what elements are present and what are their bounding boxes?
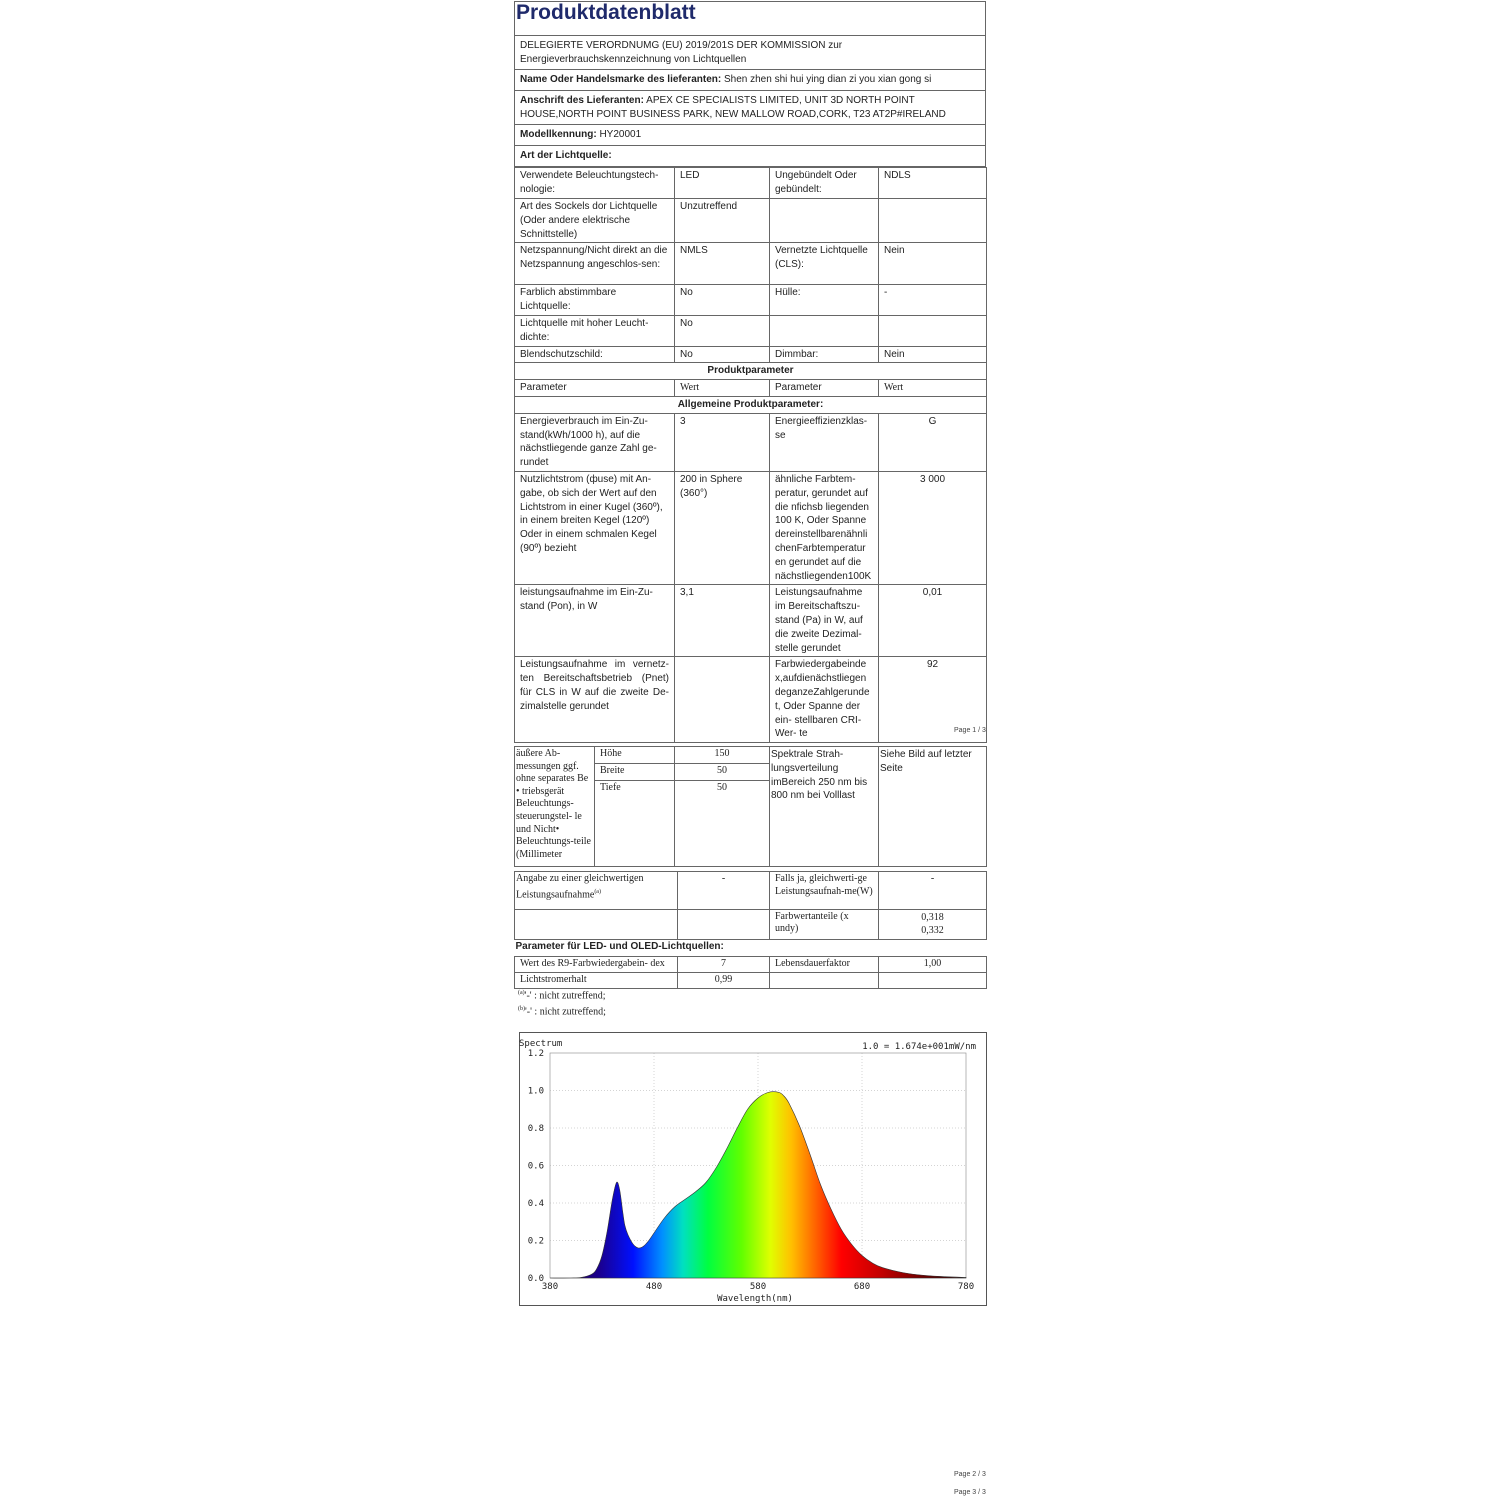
y-tick-label: 0.2: [527, 1236, 544, 1247]
cell: No: [675, 285, 770, 316]
x-tick-label: 480: [645, 1282, 663, 1292]
x-tick-label: 380: [541, 1282, 559, 1292]
life-value: 1,00: [879, 957, 987, 973]
footnote-text: '-' : nicht zutreffend;: [524, 990, 606, 1002]
cell: Blendschutzschild:: [515, 346, 675, 363]
x-tick-label: 780: [957, 1282, 975, 1292]
cell: Energieverbrauch im Ein-Zu-stand(kWh/1000 h), auf die nächstliegende ganze Zahl ge-rundet: [515, 413, 675, 471]
chart-annotation: 1.0 = 1.674e+001mW/nm: [862, 1042, 976, 1052]
y-tick-label: 1.0: [527, 1086, 544, 1097]
cell: leistungsaufnahme im Ein-Zu-stand (Pon), in W: [515, 585, 675, 657]
footnote-a: [518, 990, 606, 1001]
chroma-values: [879, 910, 987, 940]
header-table: [514, 1, 986, 167]
cell: Lichtquelle mit hoher Leucht-dichte:: [515, 315, 675, 346]
cell: No: [675, 346, 770, 363]
model-row: [515, 125, 986, 146]
cell: NMLS: [675, 243, 770, 285]
x-tick-label: 580: [749, 1282, 767, 1292]
column-header: Parameter: [770, 380, 879, 397]
chroma-y: 0,332: [921, 925, 944, 936]
x-axis-label: Wavelength(nm): [717, 1294, 793, 1304]
general-params-heading: Allgemeine Produktparameter:: [515, 396, 987, 413]
page-1: [514, 1, 986, 743]
table-row: [515, 285, 987, 316]
cell: ähnliche Farbtem-peratur, gerundet auf die nfichsb liegenden 100 K, Oder Spanne dereinstellbarenähnli chenFarbtemperatur en gerundet auf die nächstliegenden100K: [770, 471, 879, 584]
page-number-2: Page 2 / 3: [954, 1471, 986, 1478]
address-row: [515, 91, 986, 125]
chroma-x: 0,318: [921, 912, 944, 923]
light-source-table: [514, 167, 987, 743]
cell: NDLS: [879, 168, 987, 199]
cell: Art des Sockels dor Lichtquelle (Oder andere elektrische Schnittstelle): [515, 199, 675, 243]
y-tick-label: 0.0: [527, 1274, 544, 1284]
regulation-text: DELEGIERTE VERORDNUMG (EU) 2019/201S DER KOMMISSION zur Energieverbrauchskennzeichnung von Lichtquellen: [515, 36, 986, 70]
table-row: [515, 199, 987, 243]
cell: [770, 315, 879, 346]
equiv-value: -: [678, 872, 770, 910]
cell: G: [879, 413, 987, 471]
page-number-1: Page 1 / 3: [954, 727, 986, 734]
cell: [770, 199, 879, 243]
light-type-label: Art der Lichtquelle:: [515, 146, 986, 167]
cell: Leistungsaufnahme im vernetz-ten Bereitschaftsbetrieb (Pnet) für CLS in W auf die zweite De-zimalstelle gerundet: [515, 657, 675, 743]
falls-label: Falls ja, gleichwerti-ge Leistungsaufnah-me(W): [770, 872, 879, 910]
dim-name: Tiefe: [595, 781, 675, 867]
dim-value: 50: [675, 781, 770, 867]
supplier-label: Name Oder Handelsmarke des lieferanten:: [520, 74, 722, 85]
cell: LED: [675, 168, 770, 199]
param-header-row: [515, 380, 987, 397]
cell: 200 in Sphere (360°): [675, 471, 770, 584]
cell: Nutzlichtstrom (фuse) mit An-gabe, ob sich der Wert auf den Lichtstrom in einer Kugel (360º), in einem breiten Kegel (120º) Oder in einem schmalen Kegel (90º) bezieht: [515, 471, 675, 584]
cell: 92: [879, 657, 987, 743]
footnote-ref: (a): [594, 888, 601, 895]
cell: Dimmbar:: [770, 346, 879, 363]
footnote-text: '-' : nicht zutreffend;: [525, 1006, 606, 1018]
cell: 3,1: [675, 585, 770, 657]
supplier-value: Shen zhen shi hui ying dian zi you xian gong si: [723, 74, 932, 85]
cell: Farbwiedergabeinde x,aufdienächstliegen deganzeZahlgerunde t, Oder Spanne der ein- stellbaren CRI-Wer- te: [770, 657, 879, 743]
cell: [879, 315, 987, 346]
dim-value: 150: [675, 747, 770, 764]
table-row: [515, 471, 987, 584]
dim-name: Breite: [595, 764, 675, 781]
cell: Nein: [879, 243, 987, 285]
column-header: Wert: [879, 380, 987, 397]
empty-cell: [678, 910, 770, 940]
equiv-label-text: Angabe zu einer gleichwertigen Leistungsaufnahme: [516, 873, 644, 900]
y-tick-label: 0.8: [527, 1124, 544, 1134]
footnote-b: [518, 1006, 606, 1017]
cell: 3 000: [879, 471, 987, 584]
cell: No: [675, 315, 770, 346]
footnote-marker: (b): [518, 1006, 525, 1012]
lumen-value: 0,99: [678, 973, 770, 989]
table-row: [515, 657, 987, 743]
y-tick-label: 1.2: [527, 1049, 544, 1059]
cell: 3: [675, 413, 770, 471]
model-value: HY20001: [599, 129, 642, 140]
spectrum-chart: [519, 1032, 987, 1306]
led-params-heading: Parameter für LED- und OLED-Lichtquellen:: [515, 940, 987, 957]
cell: Leistungsaufnahme im Bereitschaftszu-stand (Pa) in W, auf die zweite Dezimal-stelle gerundet: [770, 585, 879, 657]
cell: -: [879, 285, 987, 316]
cell: [675, 657, 770, 743]
empty-cell: [879, 973, 987, 989]
x-tick-label: 680: [853, 1282, 871, 1292]
table-row: [515, 585, 987, 657]
life-label: Lebensdauerfaktor: [770, 957, 879, 973]
falls-value: -: [879, 872, 987, 910]
model-label: Modellkennung:: [520, 129, 597, 140]
chroma-label: Farbwertanteile (x undy): [770, 910, 879, 940]
page-2: [514, 746, 986, 989]
y-tick-label: 0.4: [527, 1199, 544, 1209]
column-header: Parameter: [515, 380, 675, 397]
document-title: Produktdatenblatt: [515, 2, 986, 36]
footnote-marker: (a): [518, 990, 525, 996]
equiv-label: [515, 872, 678, 910]
empty-cell: [770, 973, 879, 989]
r9-label: Wert des R9-Farbwiedergabein- dex: [515, 957, 678, 973]
dim-name: Höhe: [595, 747, 675, 764]
cell: [879, 199, 987, 243]
address-value: APEX CE SPECIALISTS LIMITED, UNIT 3D NORTH POINT HOUSE,NORTH POINT BUSINESS PARK, NEW MALLOW ROAD,CORK, T23 AT2P#IRELAND: [520, 95, 946, 120]
spectral-value: Siehe Bild auf letzter Seite: [879, 747, 987, 867]
table-row: [515, 315, 987, 346]
cell: Unzutreffend: [675, 199, 770, 243]
column-header: Wert: [675, 380, 770, 397]
table-row: [515, 413, 987, 471]
cell: Netzspannung/Nicht direkt an die Netzspannung angeschlos-sen:: [515, 243, 675, 285]
r9-value: 7: [678, 957, 770, 973]
cell: Ungebündelt Oder gebündelt:: [770, 168, 879, 199]
address-label: Anschrift des Lieferanten:: [520, 95, 644, 106]
cell: Vernetzte Lichtquelle (CLS):: [770, 243, 879, 285]
empty-cell: [515, 910, 678, 940]
cell: Hülle:: [770, 285, 879, 316]
equivalent-table: [514, 871, 987, 989]
dim-value: 50: [675, 764, 770, 781]
page-number-3: Page 3 / 3: [954, 1489, 986, 1496]
spectral-label: Spektrale Strah-lungsverteilung imBereich 250 nm bis 800 nm bei Volllast: [770, 747, 879, 867]
dimensions-table: [514, 746, 987, 867]
cell: 0,01: [879, 585, 987, 657]
table-row: [515, 346, 987, 363]
table-row: [515, 243, 987, 285]
cell: Farblich abstimmbare Lichtquelle:: [515, 285, 675, 316]
cell: Verwendete Beleuchtungstech-nologie:: [515, 168, 675, 199]
supplier-row: [515, 70, 986, 91]
dimensions-label: äußere Ab-messungen ggf. ohne separates Be • triebsgerät Beleuchtungs-steuerungstel- le und Nicht• Beleuchtungs-teile (Millimeter: [515, 747, 595, 867]
table-row: [515, 168, 987, 199]
cell: Nein: [879, 346, 987, 363]
lumen-label: Lichtstromerhalt: [515, 973, 678, 989]
y-tick-label: 0.6: [527, 1161, 544, 1172]
product-params-heading: Produktparameter: [515, 363, 987, 380]
cell: Energieeffizienzklas-se: [770, 413, 879, 471]
chart-title: Spectrum: [519, 1039, 563, 1049]
